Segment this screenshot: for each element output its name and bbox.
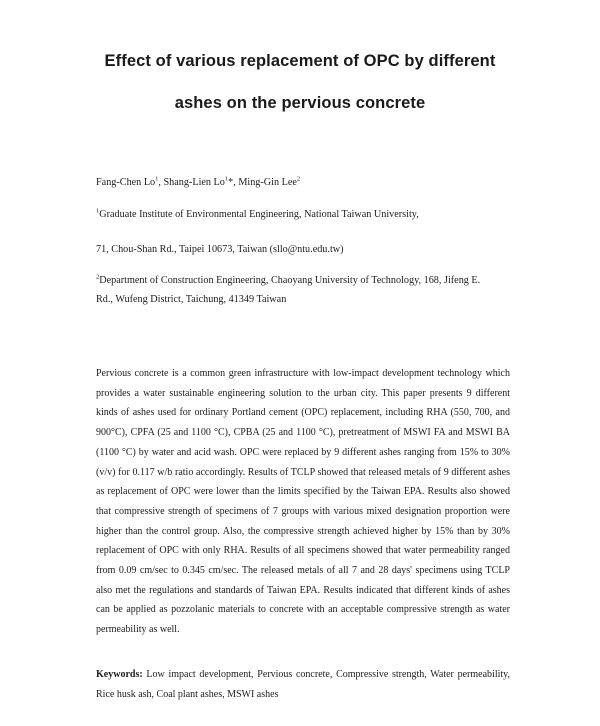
affiliation-marker: 2 (96, 273, 100, 281)
author-affiliation-marker: 2 (296, 175, 301, 183)
affiliation-text: Department of Construction Engineering, Chaoyang University of Technology, 168, Jifeng E. (99, 275, 481, 286)
affiliation-2-line-2: Rd., Wufeng District, Taichung, 41349 Taiwan (96, 294, 287, 305)
affiliation-2-line-1 (96, 275, 480, 286)
keywords (96, 665, 510, 704)
author-list (96, 177, 300, 188)
abstract-body: Pervious concrete is a common green infrastructure with low-impact development technology which provides a water sustainable engineering solution to the urban city. This paper presents 9 different kinds of ashes used for ordinary Portland cement (OPC) replacement, including RHA (550, 700, and 900°C), CPFA (25 and 1100 °C), CPBA (25 and 1100 °C), pretreatment of MSWI FA and MSWI BA (1100 °C) by water and acid wash. OPC were replaced by 9 different ashes ranging from 15% to 30% (v/v) for 0.117 w/b ratio accordingly. Results of TCLP showed that released metals of 9 different ashes as replacement of OPC were lower than the limits specified by the Taiwan EPA. Results also showed that compressive strength of specimens of 7 groups with various mixed designation proportion were higher than the control group. Also, the compressive strength achieved higher by 15% than by 30% replacement of OPC with only RHA. Results of all specimens showed that water permeability ranged from 0.09 cm/sec to 0.345 cm/sec. The released metals of all 7 and 28 days' specimens using TCLP also met the regulations and standards of Taiwan EPA. Results indicated that different kinds of ashes can be applied as pozzolanic materials to concrete with an acceptable compressive strength as water permeability as well. (96, 368, 510, 636)
keywords-text: Low impact development, Pervious concrete, Compressive strength, Water permeability, Rice husk ash, Coal plant ashes, MSWI ashes (96, 669, 511, 700)
author-separator: , (233, 177, 239, 188)
keywords-label: Keywords: (96, 669, 143, 680)
author-separator: , (158, 177, 164, 188)
affiliation-1-line-1 (96, 209, 419, 220)
paper-title-line-1: Effect of various replacement of OPC by different (104, 52, 496, 70)
author-name: Shang-Lien Lo (163, 177, 225, 188)
author-name: Ming-Gin Lee (238, 177, 297, 188)
affiliation-1-line-2: 71, Chou-Shan Rd., Taipei 10673, Taiwan (sllo@ntu.edu.tw) (96, 244, 344, 255)
corresponding-author-mark: * (228, 177, 234, 188)
affiliation-marker: 1 (96, 207, 100, 215)
affiliation-text: Graduate Institute of Environmental Engineering, National Taiwan University, (99, 209, 419, 220)
paper-title-line-2: ashes on the pervious concrete (174, 94, 426, 112)
author-name: Fang-Chen Lo (96, 177, 156, 188)
author-affiliation-marker: 1 (155, 175, 159, 183)
author-affiliation-marker: 1 (224, 175, 229, 183)
